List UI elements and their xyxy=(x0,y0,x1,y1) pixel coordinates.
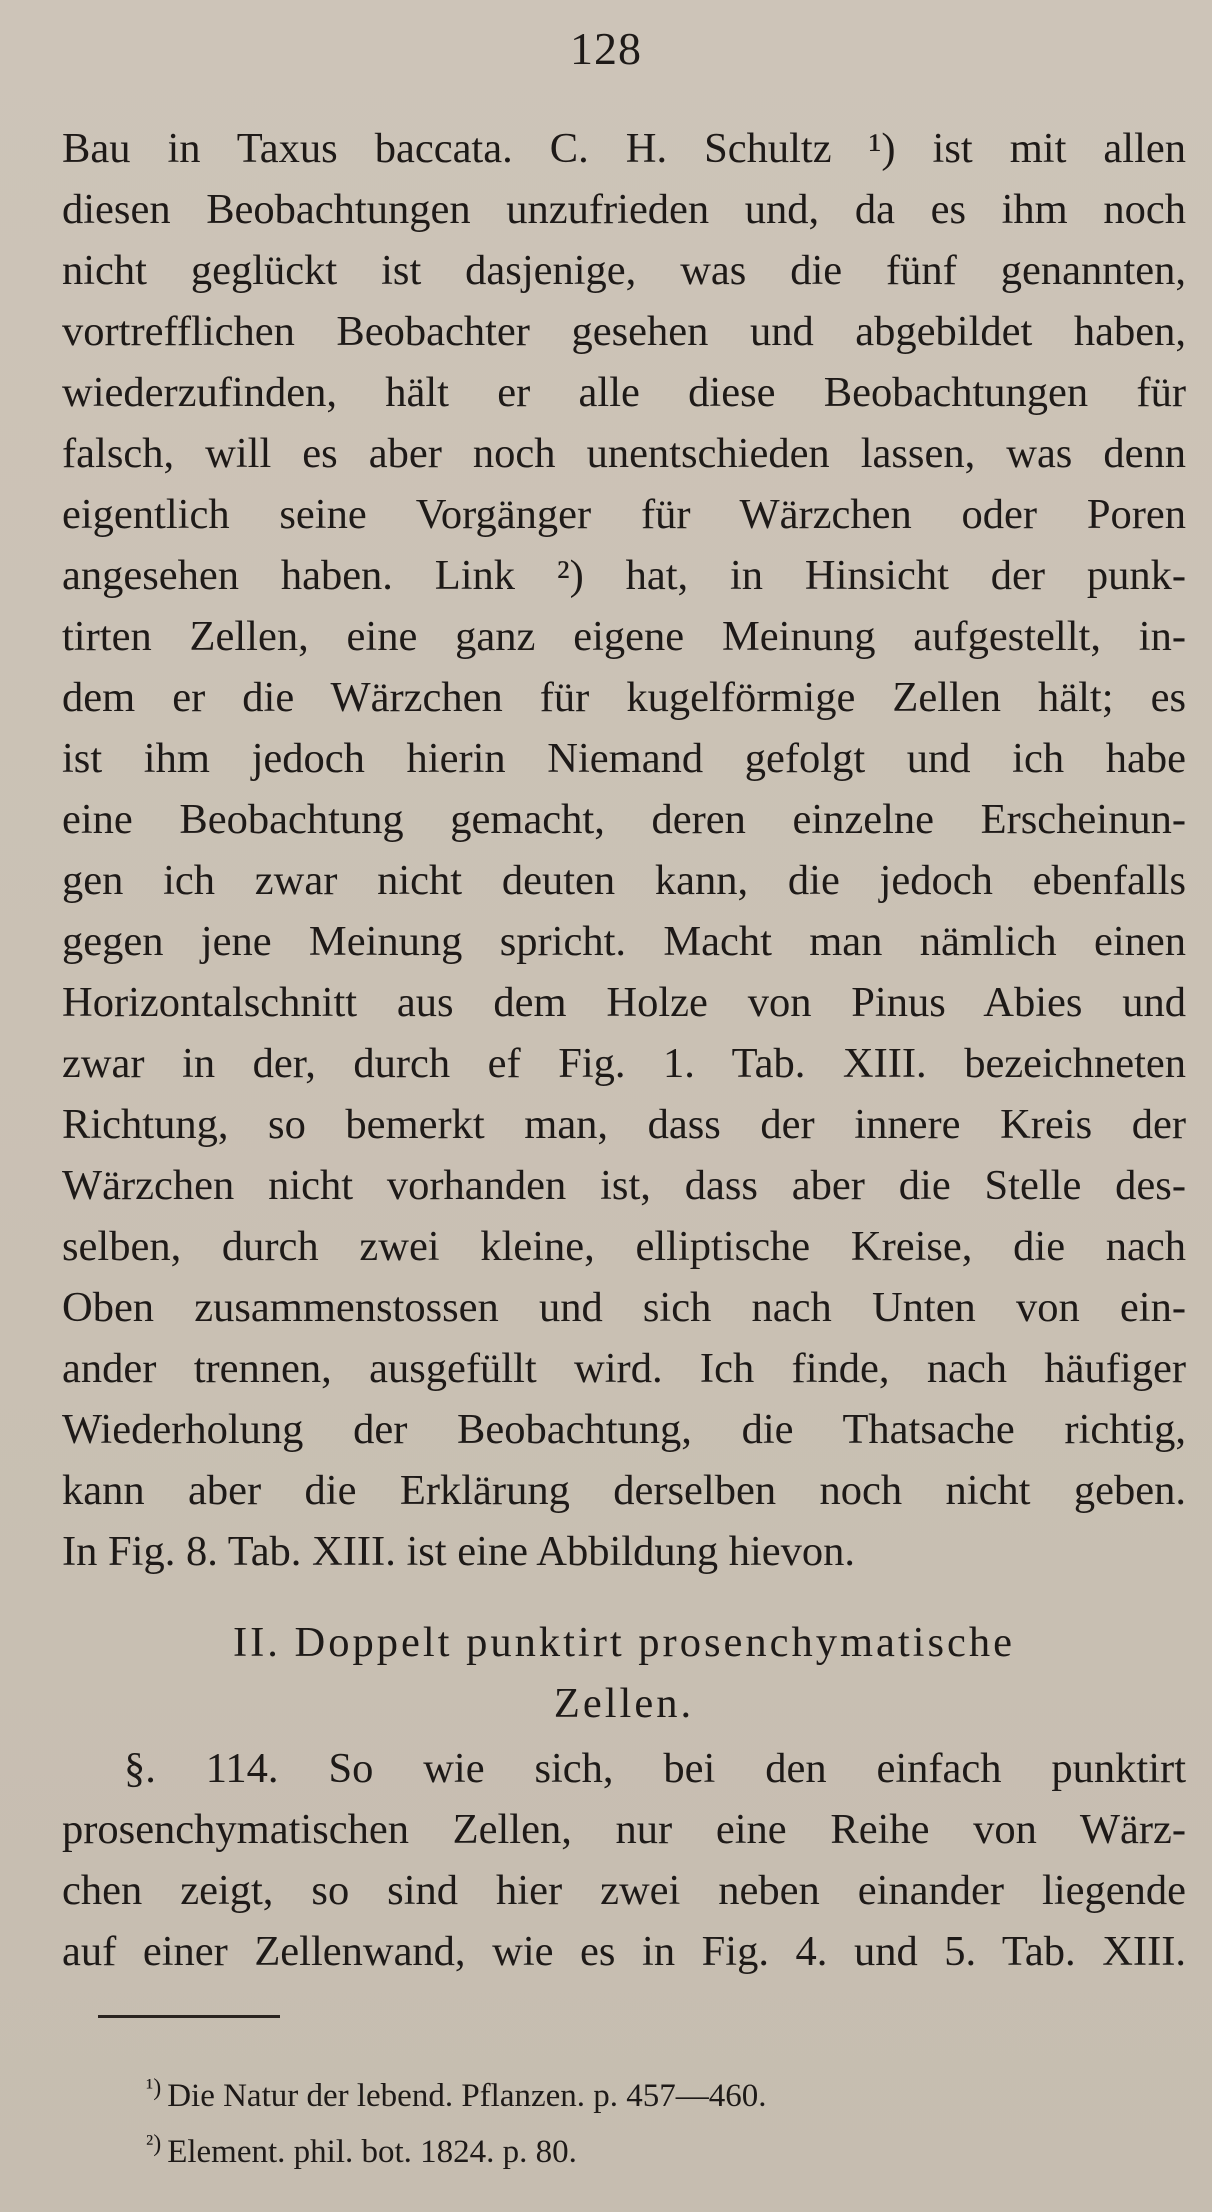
text-line: dem er die Wärzchen für kugelförmige Zellen hält; es xyxy=(62,674,1186,721)
text-line: vortrefflichen Beobachter gesehen und abgebildet haben, xyxy=(62,308,1186,355)
text-line: Bau in Taxus baccata. C. H. Schultz ¹) ist mit allen xyxy=(62,125,1186,172)
footnote xyxy=(146,2060,1146,2116)
text-line: nicht geglückt ist dasjenige, was die fünf genannten, xyxy=(62,247,1186,294)
footnote-text: Die Natur der lebend. Pflanzen. p. 457—460. xyxy=(167,2078,767,2114)
section-heading xyxy=(62,1612,1186,1734)
section-paragraph xyxy=(62,1738,1186,1982)
page-number: 128 xyxy=(570,23,642,74)
footnote-text: Element. phil. bot. 1824. p. 80. xyxy=(167,2134,577,2170)
text-line: ander trennen, ausgefüllt wird. Ich finde, nach häufiger xyxy=(62,1345,1186,1392)
text-line: chen zeigt, so sind hier zwei neben einander liegende xyxy=(62,1867,1186,1914)
text-line: diesen Beobachtungen unzufrieden und, da es ihm noch xyxy=(62,186,1186,233)
text-line: gen ich zwar nicht deuten kann, die jedoch ebenfalls xyxy=(62,857,1186,904)
text-line: ist ihm jedoch hierin Niemand gefolgt und ich habe xyxy=(62,735,1186,782)
text-line: tirten Zellen, eine ganz eigene Meinung aufgestellt, in- xyxy=(62,613,1186,660)
text-line: Oben zusammenstossen und sich nach Unten von ein- xyxy=(62,1284,1186,1331)
footnote-mark: ²) xyxy=(146,2131,162,2157)
text-line: Horizontalschnitt aus dem Holze von Pinus Abies und xyxy=(62,979,1186,1026)
text-line: §. 114. So wie sich, bei den einfach punktirt xyxy=(124,1745,1186,1792)
text-line: gegen jene Meinung spricht. Macht man nämlich einen xyxy=(62,918,1186,965)
text-line: eine Beobachtung gemacht, deren einzelne Erscheinun- xyxy=(62,796,1186,843)
body-paragraph xyxy=(62,118,1186,1582)
text-line: In Fig. 8. Tab. XIII. ist eine Abbildung hievon. xyxy=(62,1528,856,1575)
section-heading-line: Zellen. xyxy=(553,1680,695,1727)
text-line: Wärzchen nicht vorhanden ist, dass aber die Stelle des- xyxy=(62,1162,1186,1209)
text-line: kann aber die Erklärung derselben noch nicht geben. xyxy=(62,1467,1186,1514)
text-line: zwar in der, durch ef Fig. 1. Tab. XIII. bezeichneten xyxy=(62,1040,1186,1087)
text-line: Wiederholung der Beobachtung, die Thatsache richtig, xyxy=(62,1406,1186,1453)
text-line: selben, durch zwei kleine, elliptische Kreise, die nach xyxy=(62,1223,1186,1270)
footnote xyxy=(146,2116,1146,2172)
section-heading-line: II. Doppelt punktirt prosenchymatische xyxy=(232,1619,1016,1666)
text-line: prosenchymatischen Zellen, nur eine Reihe von Wärz- xyxy=(62,1806,1186,1853)
text-line: angesehen haben. Link ²) hat, in Hinsicht der punk- xyxy=(62,552,1186,599)
text-line: wiederzufinden, hält er alle diese Beobachtungen für xyxy=(62,369,1186,416)
text-line: auf einer Zellenwand, wie es in Fig. 4. und 5. Tab. XIII. xyxy=(62,1928,1186,1975)
footnote-mark: ¹) xyxy=(146,2075,162,2101)
text-line: falsch, will es aber noch unentschieden lassen, was denn xyxy=(62,430,1186,477)
footnote-divider xyxy=(98,2015,280,2018)
text-line: eigentlich seine Vorgänger für Wärzchen oder Poren xyxy=(62,491,1186,538)
text-line: Richtung, so bemerkt man, dass der innere Kreis der xyxy=(62,1101,1186,1148)
footnotes xyxy=(146,2060,1146,2172)
